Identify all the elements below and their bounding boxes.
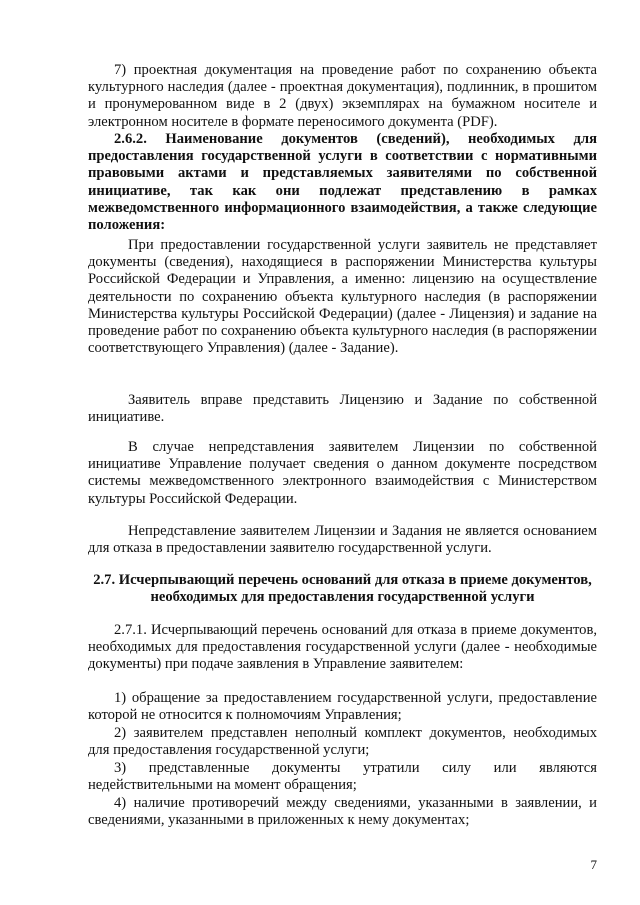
section-heading-2-7: 2.7. Исчерпывающий перечень оснований для отказа в приеме документов, необходимых для предоставления государственной услуги — [93, 572, 592, 606]
list-item-refusal-1: 1) обращение за предоставлением государственной услуги, предоставление которой не относится к полномочиям Управления; — [88, 690, 597, 724]
page-number: 7 — [590, 857, 597, 872]
list-item-refusal-3: 3) представленные документы утратили силу или являются недействительными на момент обращения; — [88, 760, 597, 794]
paragraph-refusal-grounds-intro: 2.7.1. Исчерпывающий перечень оснований для отказа в приеме документов, необходимых для предоставления государственной услуги (далее - необходимые документы) при подаче заявления в Управление заявителем: — [88, 622, 597, 673]
paragraph-documents-not-required: При предоставлении государственной услуги заявитель не представляет документы (сведения), находящиеся в распоряжении Министерства культуры Российской Федерации и Управления, а именно: лицензию на осуществление деятельности по сохранению объекта культурного наследия (в распоряжении Министерства культуры Российской Федерации) (далее - Лицензия) и задание на проведение работ по сохранению объекта культурного наследия (в распоряжении соответствующего Управления) (далее - Задание). — [88, 237, 597, 357]
paragraph-not-grounds-for-refusal: Непредставление заявителем Лицензии и Задания не является основанием для отказа в предоставлении заявителю государственной услуги. — [88, 523, 597, 557]
paragraph-project-documentation: 7) проектная документация на проведение работ по сохранению объекта культурного наследия (далее - проектная документация), подлинник, в прошитом и пронумерованном виде в 2 (двух) экземплярах на бумажном носителе и электронном носителе в формате переносимого документа (PDF). — [88, 62, 597, 130]
list-item-refusal-2: 2) заявителем представлен неполный комплект документов, необходимых для предоставления государственной услуги; — [88, 725, 597, 759]
section-heading-2-6-2: 2.6.2. Наименование документов (сведений), необходимых для предоставления государственной услуги в соответствии с нормативными правовыми актами и представляемых заявителями по собственной инициативе, так как они подлежат представлению в рамках межведомственного информационного взаимодействия, а также следующие положения: — [88, 131, 597, 234]
paragraph-applicant-may-submit: Заявитель вправе представить Лицензию и Задание по собственной инициативе. — [88, 392, 597, 426]
paragraph-interagency-request: В случае непредставления заявителем Лицензии по собственной инициативе Управление получает сведения о данном документе посредством системы межведомственного электронного взаимодействия с Министерством культуры Российской Федерации. — [88, 439, 597, 507]
list-item-refusal-4: 4) наличие противоречий между сведениями, указанными в заявлении, и сведениями, указанными в приложенных к нему документах; — [88, 795, 597, 829]
